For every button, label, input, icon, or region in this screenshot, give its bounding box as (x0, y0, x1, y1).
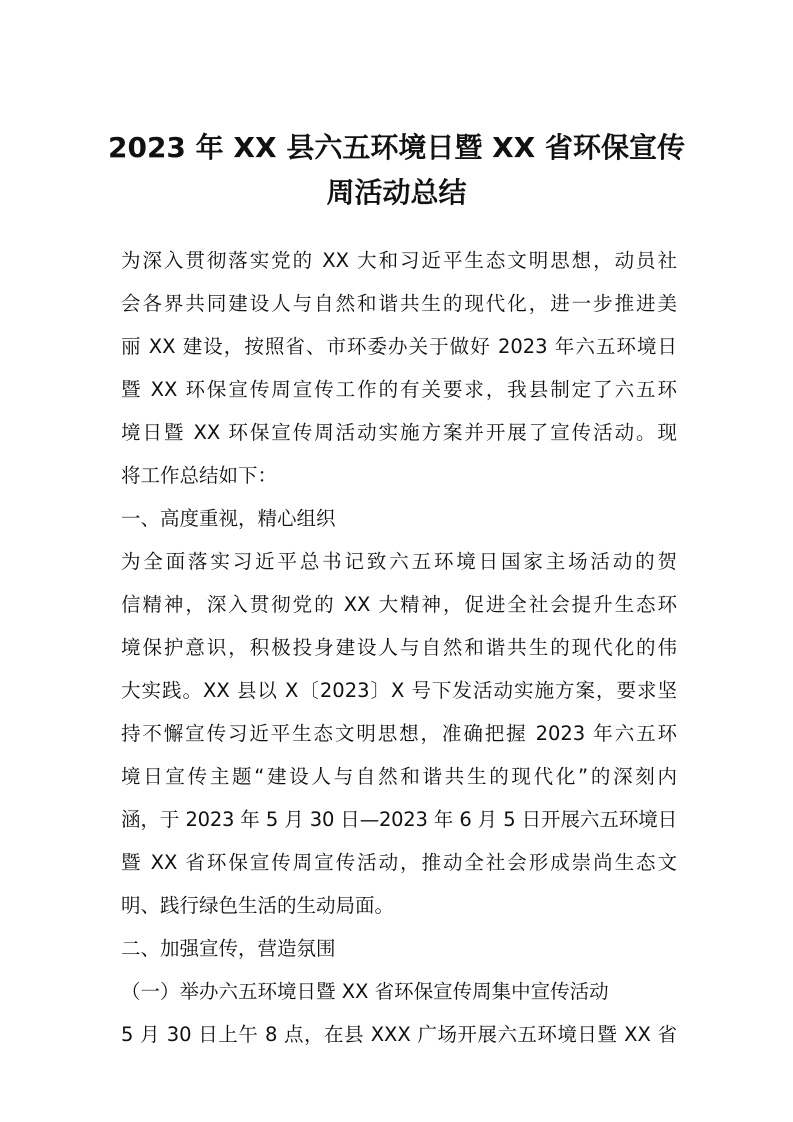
body-text-line: 境日暨 XX 环保宣传周活动实施方案并开展了宣传活动。现 (121, 421, 677, 444)
body-text-line: 为深入贯彻落实党的 XX 大和习近平生态文明思想，动员社 (121, 249, 677, 272)
body-text-line: 会各界共同建设人与自然和谐共生的现代化，进一步推进美 (121, 292, 677, 315)
body-text-line: 境日宣传主题“建设人与自然和谐共生的现代化”的深刻内 (121, 765, 677, 788)
body-text-line: 将工作总结如下： (121, 464, 278, 487)
body-text-line: 二、加强宣传，营造氛围 (121, 937, 336, 960)
document-title-line-1: 2023 年 XX 县六五环境日暨 XX 省环保宣传 (107, 131, 686, 164)
body-text-line: （一）举办六五环境日暨 XX 省环保宣传周集中宣传活动 (121, 980, 609, 1003)
document-title-line-2: 周活动总结 (326, 176, 467, 209)
body-text-line: 涵，于 2023 年 5 月 30 日—2023 年 6 月 5 日开展六五环境日 (121, 808, 677, 831)
body-text-line: 持不懈宣传习近平生态文明思想，准确把握 2023 年六五环 (121, 722, 677, 745)
body-text-line: 为全面落实习近平总书记致六五环境日国家主场活动的贺 (121, 550, 677, 573)
body-text-line: 暨 XX 省环保宣传周宣传活动，推动全社会形成崇尚生态文 (121, 851, 677, 874)
body-text-line: 境保护意识，积极投身建设人与自然和谐共生的现代化的伟 (121, 636, 677, 659)
body-text-line: 丽 XX 建设，按照省、市环委办关于做好 2023 年六五环境日 (121, 335, 677, 358)
body-text-line: 暨 XX 环保宣传周宣传工作的有关要求，我县制定了六五环 (121, 378, 677, 401)
body-text-line: 明、践行绿色生活的生动局面。 (121, 894, 395, 917)
body-text-line: 信精神，深入贯彻党的 XX 大精神，促进全社会提升生态环 (121, 593, 677, 616)
body-text-line: 5 月 30 日上午 8 点，在县 XXX 广场开展六五环境日暨 XX 省 (121, 1023, 677, 1046)
body-text-line: 大实践。XX 县以 X〔2023〕X 号下发活动实施方案，要求坚 (121, 679, 677, 702)
body-text-line: 一、高度重视，精心组织 (121, 507, 336, 530)
